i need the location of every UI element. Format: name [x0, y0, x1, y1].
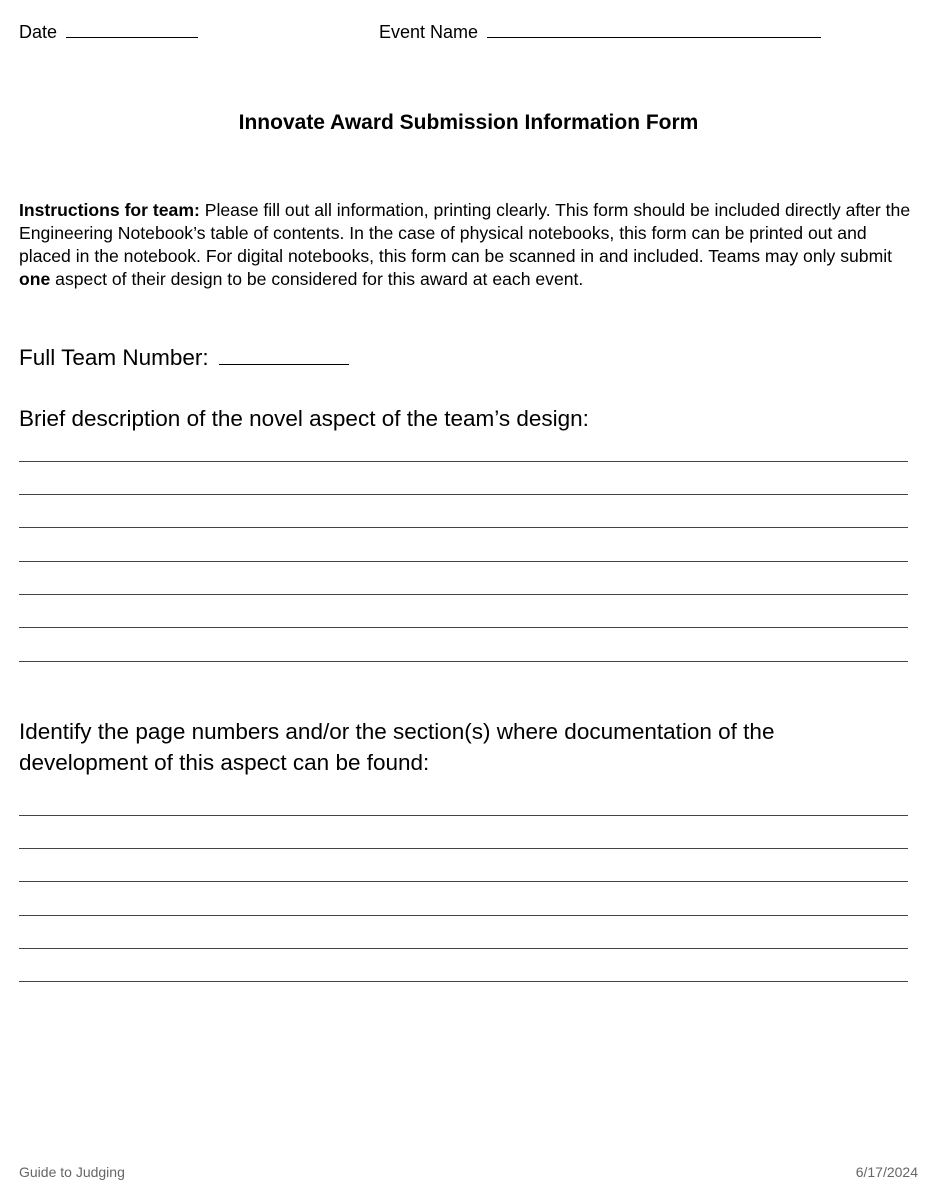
footer-date: 6/17/2024: [855, 1164, 918, 1180]
answer-line[interactable]: [19, 981, 908, 982]
team-number-label: Full Team Number:: [19, 345, 209, 370]
answer-line[interactable]: [19, 527, 908, 528]
question-novel-aspect: Brief description of the novel aspect of the team’s design:: [19, 406, 589, 431]
date-blank[interactable]: [66, 36, 198, 38]
instructions-emphasis: one: [19, 269, 51, 289]
answer-line[interactable]: [19, 594, 908, 595]
event-name-label: Event Name: [379, 22, 479, 42]
team-number-blank[interactable]: [219, 363, 349, 365]
footer-guide-title: Guide to Judging: [19, 1164, 125, 1180]
answer-line[interactable]: [19, 915, 908, 916]
answer-line[interactable]: [19, 815, 908, 816]
instructions-text-2: aspect of their design to be considered for this award at each event.: [50, 269, 584, 289]
date-field: [19, 21, 198, 43]
team-number-field: [19, 342, 919, 373]
answer-line[interactable]: [19, 848, 908, 849]
instructions-text-1: Please fill out all information, printing clearly. This form should be included directly after the Engineering Notebook’s table of contents. In the case of physical notebooks, this form can be printed out and placed in the notebook. For digital notebooks, this form can be scanned in and included. Teams may only submit: [19, 200, 911, 266]
answer-line[interactable]: [19, 881, 908, 882]
answer-line[interactable]: [19, 627, 908, 628]
question-documentation-location: Identify the page numbers and/or the section(s) where documentation of the development of this aspect can be found:: [19, 719, 775, 775]
form-title: Innovate Award Submission Information Form: [238, 111, 699, 134]
answer-line[interactable]: [19, 494, 908, 495]
answer-line[interactable]: [19, 561, 908, 562]
answer-line[interactable]: [19, 948, 908, 949]
answer-line[interactable]: [19, 461, 908, 462]
answer-line[interactable]: [19, 661, 908, 662]
date-label: Date: [19, 22, 58, 42]
event-name-blank[interactable]: [487, 36, 821, 38]
event-name-field: [379, 21, 821, 43]
instructions-paragraph: [19, 199, 919, 291]
instructions-lead: Instructions for team:: [19, 200, 200, 220]
